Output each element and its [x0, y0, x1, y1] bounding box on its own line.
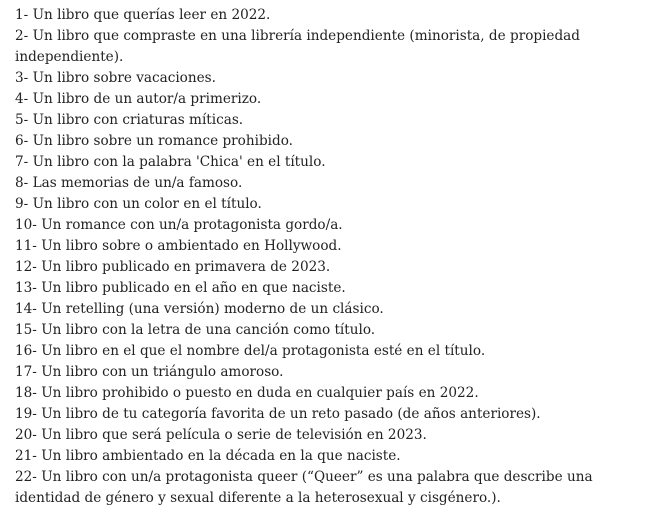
list-item: 20- Un libro que será película o serie de televisión en 2023. [15, 427, 427, 443]
list-item: 16- Un libro en el que el nombre del/a protagonista esté en el título. [15, 343, 486, 359]
list-item: 11- Un libro sobre o ambientado en Hollywood. [15, 238, 342, 254]
list-item: 21- Un libro ambientado en la década en la que naciste. [15, 448, 401, 464]
list-item: 1- Un libro que querías leer en 2022. [15, 7, 271, 23]
list-item: 15- Un libro con la letra de una canción como título. [15, 322, 376, 338]
list-item: 14- Un retelling (una versión) moderno de un clásico. [15, 301, 384, 317]
list-item: 10- Un romance con un/a protagonista gordo/a. [15, 217, 343, 233]
list-item: 5- Un libro con criaturas míticas. [15, 112, 244, 128]
list-item: 19- Un libro de tu categoría favorita de un reto pasado (de años anteriores). [15, 406, 541, 422]
list-item: 18- Un libro prohibido o puesto en duda en cualquier país en 2022. [15, 385, 479, 401]
list-item: 6- Un libro sobre un romance prohibido. [15, 133, 293, 149]
list-item: 3- Un libro sobre vacaciones. [15, 70, 216, 86]
list-item: 12- Un libro publicado en primavera de 2023. [15, 259, 331, 275]
list-item: 7- Un libro con la palabra 'Chica' en el título. [15, 154, 326, 170]
list-item: 2- Un libro que compraste en una librería independiente (minorista, de propiedad independiente). [15, 28, 580, 65]
list-item: 8- Las memorias de un/a famoso. [15, 175, 243, 191]
list-item: 17- Un libro con un triángulo amoroso. [15, 364, 284, 380]
list-item: 22- Un libro con un/a protagonista queer (“Queer” es una palabra que describe una identidad de género y sexual diferente a la heterosexual y cisgénero.). [15, 469, 593, 506]
list-item: 13- Un libro publicado en el año en que naciste. [15, 280, 346, 296]
list-item: 4- Un libro de un autor/a primerizo. [15, 91, 262, 107]
list-item: 9- Un libro con un color en el título. [15, 196, 262, 212]
